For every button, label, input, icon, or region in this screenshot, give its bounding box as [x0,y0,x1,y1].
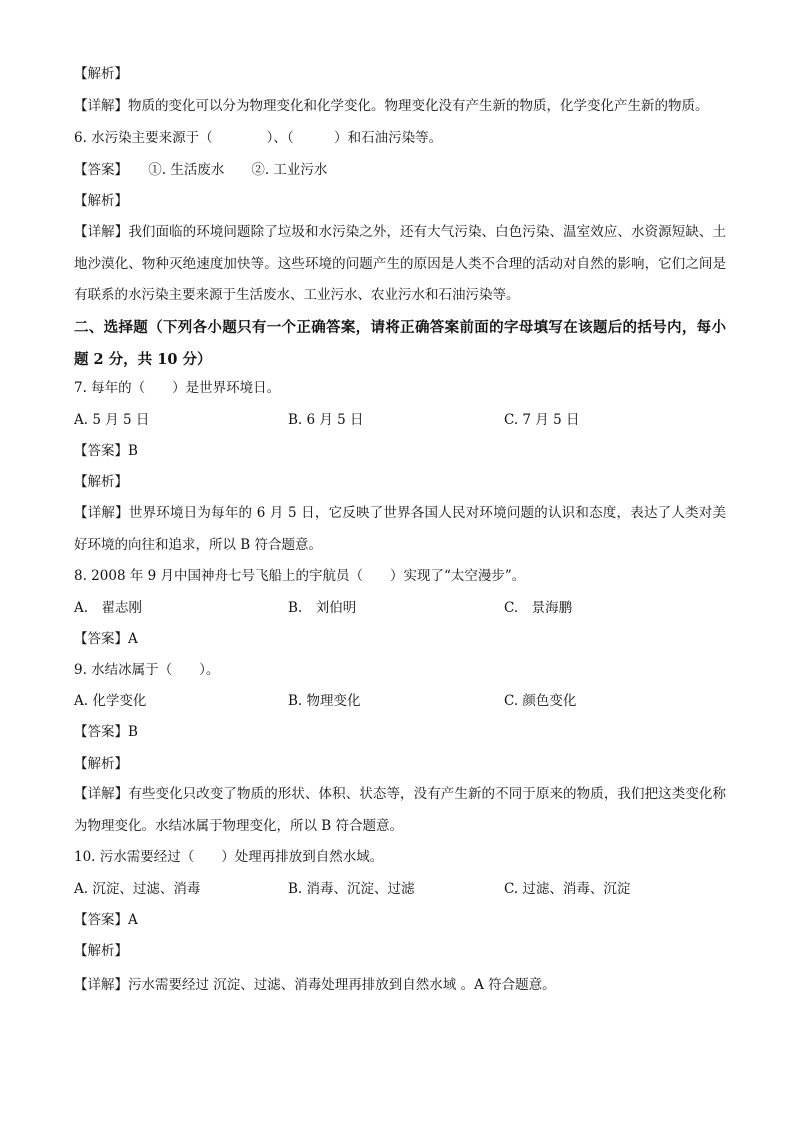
text-line: 【解析】 [74,474,128,490]
answer-option: A. 沉淀、过滤、消毒 [74,881,201,897]
answer-option: C. 7 月 5 日 [504,412,580,428]
text-line: 【答案】B [74,724,138,740]
text-line: 10. 污水需要经过（ ）处理再排放到自然水域。 [74,849,384,865]
text-line: 9. 水结冰属于（ ）。 [74,662,220,678]
answer-option: A. 化学变化 [74,693,147,709]
text-line: 【答案】 ①. 生活废水 ②. 工业污水 [74,162,328,178]
text-line: 【解析】 [74,66,128,82]
text-line: 7. 每年的（ ）是世界环境日。 [74,380,281,396]
explanation-paragraph: 【详解】世界环境日为每年的 6 月 5 日，它反映了世界各国人民对环境问题的认识和态度，表达了人类对美好环境的向往和追求，所以 B 符合题意。 [74,505,726,553]
text-line: 【解析】 [74,193,128,209]
text-line: 8. 2008 年 9 月中国神舟七号飞船上的宇航员（ ）实现了“太空漫步”。 [74,568,526,584]
answer-option: B. 物理变化 [288,693,361,709]
answer-option: B. 刘伯明 [288,600,357,616]
answer-option: C. 过滤、消毒、沉淀 [504,881,631,897]
answer-option: C. 颜色变化 [504,693,577,709]
text-line: 6. 水污染主要来源于（ ）、（ ）和石油污染等。 [74,130,443,146]
text-line: 【详解】物质的变化可以分为物理变化和化学变化。物理变化没有产生新的物质，化学变化产生新的物质。 [74,98,709,114]
text-line: 【解析】 [74,756,128,772]
text-line: 【解析】 [74,943,128,959]
answer-option: C. 景海鹏 [504,600,573,616]
answer-option: A. 翟志刚 [74,600,143,616]
explanation-paragraph: 【详解】有些变化只改变了物质的形状、体积、状态等，没有产生新的不同于原来的物质，我们把这类变化称为物理变化。水结冰属于物理变化，所以 B 符合题意。 [74,786,726,834]
text-line: 【详解】污水需要经过 沉淀、过滤、消毒处理再排放到自然水域 。A 符合题意。 [74,977,556,993]
answer-option: B. 6 月 5 日 [288,412,364,428]
text-line: 【答案】A [74,631,138,647]
answer-option: B. 消毒、沉淀、过滤 [288,881,415,897]
explanation-paragraph: 【详解】我们面临的环境问题除了垃圾和水污染之外，还有大气污染、白色污染、温室效应、水资源短缺、土地沙漠化、物种灭绝速度加快等。这些环境的问题产生的原因是人类不合理的活动对自然的影响，它们之间是有联系的水污染主要来源于生活废水、工业污水、农业污水和石油污染等。 [74,224,726,303]
text-line: 【答案】B [74,443,138,459]
text-line: 【答案】A [74,912,138,928]
answer-option: A. 5 月 5 日 [74,412,150,428]
section-heading: 二、选择题（下列各小题只有一个正确答案，请将正确答案前面的字母填写在该题后的括号内，每小题 2 分，共 10 分） [74,319,726,368]
